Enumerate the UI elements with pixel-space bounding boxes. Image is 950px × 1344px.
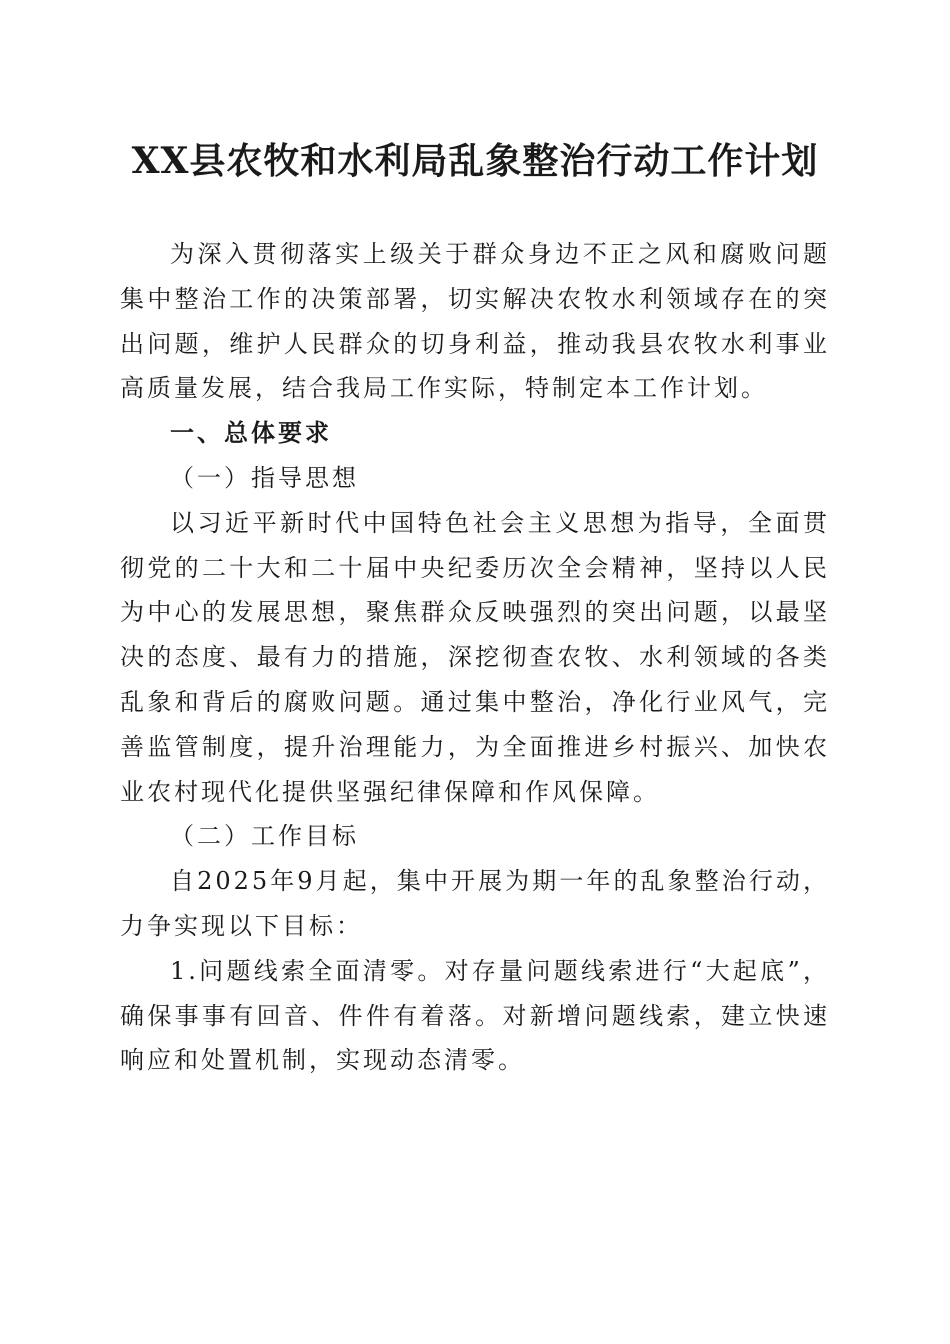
document-body	[120, 232, 830, 1083]
subheading-work-goals: （二）工作目标	[170, 822, 359, 851]
subheading-guiding-ideology: （一）指导思想	[170, 463, 359, 492]
intro-paragraph: 为深入贯彻落实上级关于群众身边不正之风和腐败问题集中整治工作的决策部署，切实解决农牧水利领域存在的突出问题，维护人民群众的切身利益，推动我县农牧水利事业高质量发展，结合我局工作实际，特制定本工作计划。	[120, 240, 830, 403]
guiding-ideology-paragraph: 以习近平新时代中国特色社会主义思想为指导，全面贯彻党的二十大和二十届中央纪委历次全会精神，坚持以人民为中心的发展思想，聚焦群众反映强烈的突出问题，以最坚决的态度、最有力的措施，深挖彻查农牧、水利领域的各类乱象和背后的腐败问题。通过集中整治，净化行业风气，完善监管制度，提升治理能力，为全面推进乡村振兴、加快农业农村现代化提供坚强纪律保障和作风保障。	[120, 508, 830, 806]
goal-item-1-paragraph: 1.问题线索全面清零。对存量问题线索进行“大起底”，确保事事有回音、件件有着落。对新增问题线索，建立快速响应和处置机制，实现动态清零。	[120, 956, 830, 1075]
section-heading-general-requirements: 一、总体要求	[170, 419, 332, 448]
work-goals-paragraph: 自2025年9月起，集中开展为期一年的乱象整治行动，力争实现以下目标：	[120, 867, 830, 940]
document-title: XX县农牧和水利局乱象整治行动工作计划	[131, 140, 819, 182]
